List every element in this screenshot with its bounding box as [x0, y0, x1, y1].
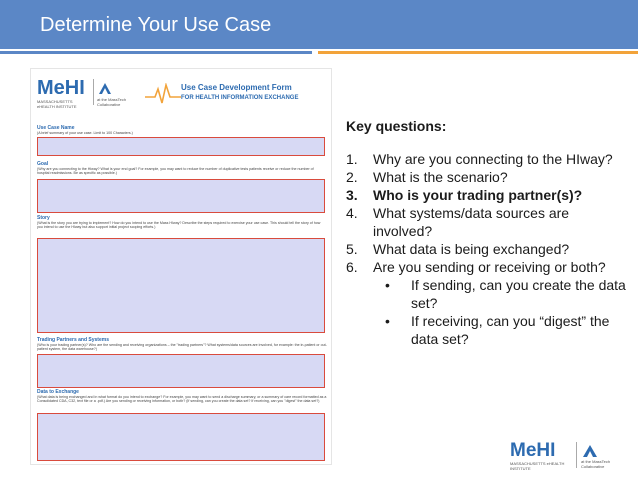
section-label-goal: Goal [37, 161, 49, 167]
sub-list-item-text: If sending, can you create the data set? [411, 277, 626, 311]
bullet-icon: • [385, 277, 390, 293]
section-desc-data-to-exchange: (What data is being exchanged and in what format do you intend to exchange? For example, you may want to send a discharge summary, or a summary of care record formatted as a Consolidated CDA, C32, text file or a .pdf.) Are you sending or receiving information, or both? (If sending, can you create the data set? If receiving, can you "digest" the data set?) [37, 395, 327, 404]
heartbeat-icon [145, 83, 181, 107]
list-item [346, 168, 631, 186]
list-item [346, 204, 631, 240]
list-item-number: 6. [346, 259, 358, 275]
slide-header [0, 0, 638, 49]
masstech-mark-icon [97, 81, 113, 95]
key-questions-list [346, 150, 631, 348]
section-desc-story: (What is the story you are trying to implement? How do you intend to use the Mass HIway? Describe the steps required to exercise your use case. This should tell the story of how you intend to use the HIway but also support initial project scoping efforts.) [37, 221, 321, 230]
form-title: Use Case Development Form [181, 83, 292, 92]
mehi-logo-text: MeHI [37, 77, 85, 99]
use-case-form-image [30, 68, 332, 465]
story-field [37, 238, 325, 333]
key-questions-title: Key questions: [346, 118, 447, 134]
sub-list-item [373, 276, 631, 312]
list-item-number: 5. [346, 241, 358, 257]
header-divider-blue [0, 51, 312, 54]
header-divider-orange [318, 51, 638, 54]
section-label-use-case-name: Use Case Name [37, 125, 75, 131]
section-label-story: Story [37, 215, 50, 221]
footer-logo-subtitle: MASSACHUSETTS eHEALTH INSTITUTE [510, 461, 565, 471]
logo-separator [93, 79, 94, 105]
mehi-logo [37, 77, 132, 109]
slide-title: Determine Your Use Case [40, 14, 272, 36]
list-item-number: 1. [346, 151, 358, 167]
section-label-data-to-exchange: Data to Exchange [37, 389, 79, 395]
list-item-number: 2. [346, 169, 358, 185]
sub-list-item [373, 312, 631, 348]
list-item [346, 240, 631, 258]
list-item-text: Who is your trading partner(s)? [373, 187, 583, 203]
trading-partners-field [37, 354, 325, 388]
list-item-number: 4. [346, 205, 358, 221]
list-item-highlighted [346, 186, 631, 204]
bullet-icon: • [385, 313, 390, 329]
list-item-text: What is the scenario? [373, 169, 508, 185]
mehi-logo-subtitle: MASSACHUSETTS eHEALTH INSTITUTE [37, 99, 77, 109]
list-item-text: Are you sending or receiving or both? [373, 259, 606, 275]
footer-logo-text: MeHI [510, 440, 556, 461]
data-to-exchange-field [37, 413, 325, 461]
list-item-text: What data is being exchanged? [373, 241, 570, 257]
use-case-name-field [37, 137, 325, 156]
form-subtitle: FOR HEALTH INFORMATION EXCHANGE [181, 95, 299, 101]
list-item-number: 3. [346, 187, 358, 203]
footer-logo-separator [576, 442, 577, 468]
section-desc-trading-partners: (Who is your trading partner(s)? Who are the sending and receiving organizations – the "trading partners"? What systems/data sources are involved, for example: the in-patient or out-patient system, the data warehouse?) [37, 343, 327, 352]
footer-collab-text: at the MassTech Collaborative [581, 459, 611, 469]
list-item-text: What systems/data sources are involved? [373, 205, 570, 239]
section-desc-use-case-name: (A brief summary of your use case. Limit to 100 Characters.) [37, 131, 133, 135]
section-label-trading-partners: Trading Partners and Systems [37, 337, 109, 343]
masstech-mark-icon [581, 443, 599, 458]
footer-mehi-logo [510, 440, 630, 472]
mehi-collab-text: at the MassTech Collaborative [97, 97, 127, 107]
list-item-text: Why are you connecting to the HIway? [373, 151, 613, 167]
list-item [346, 258, 631, 276]
list-item [346, 150, 631, 168]
section-desc-goal: (Why are you connecting to the Hiway? What is your end goal? For example, you may want to reduce the number of duplicative tests patients receive or reduce the number of hospital readmissions. Be as specific as possible.) [37, 167, 314, 176]
goal-field [37, 179, 325, 213]
sub-list-item-text: If receiving, can you “digest” the data set? [411, 313, 610, 347]
